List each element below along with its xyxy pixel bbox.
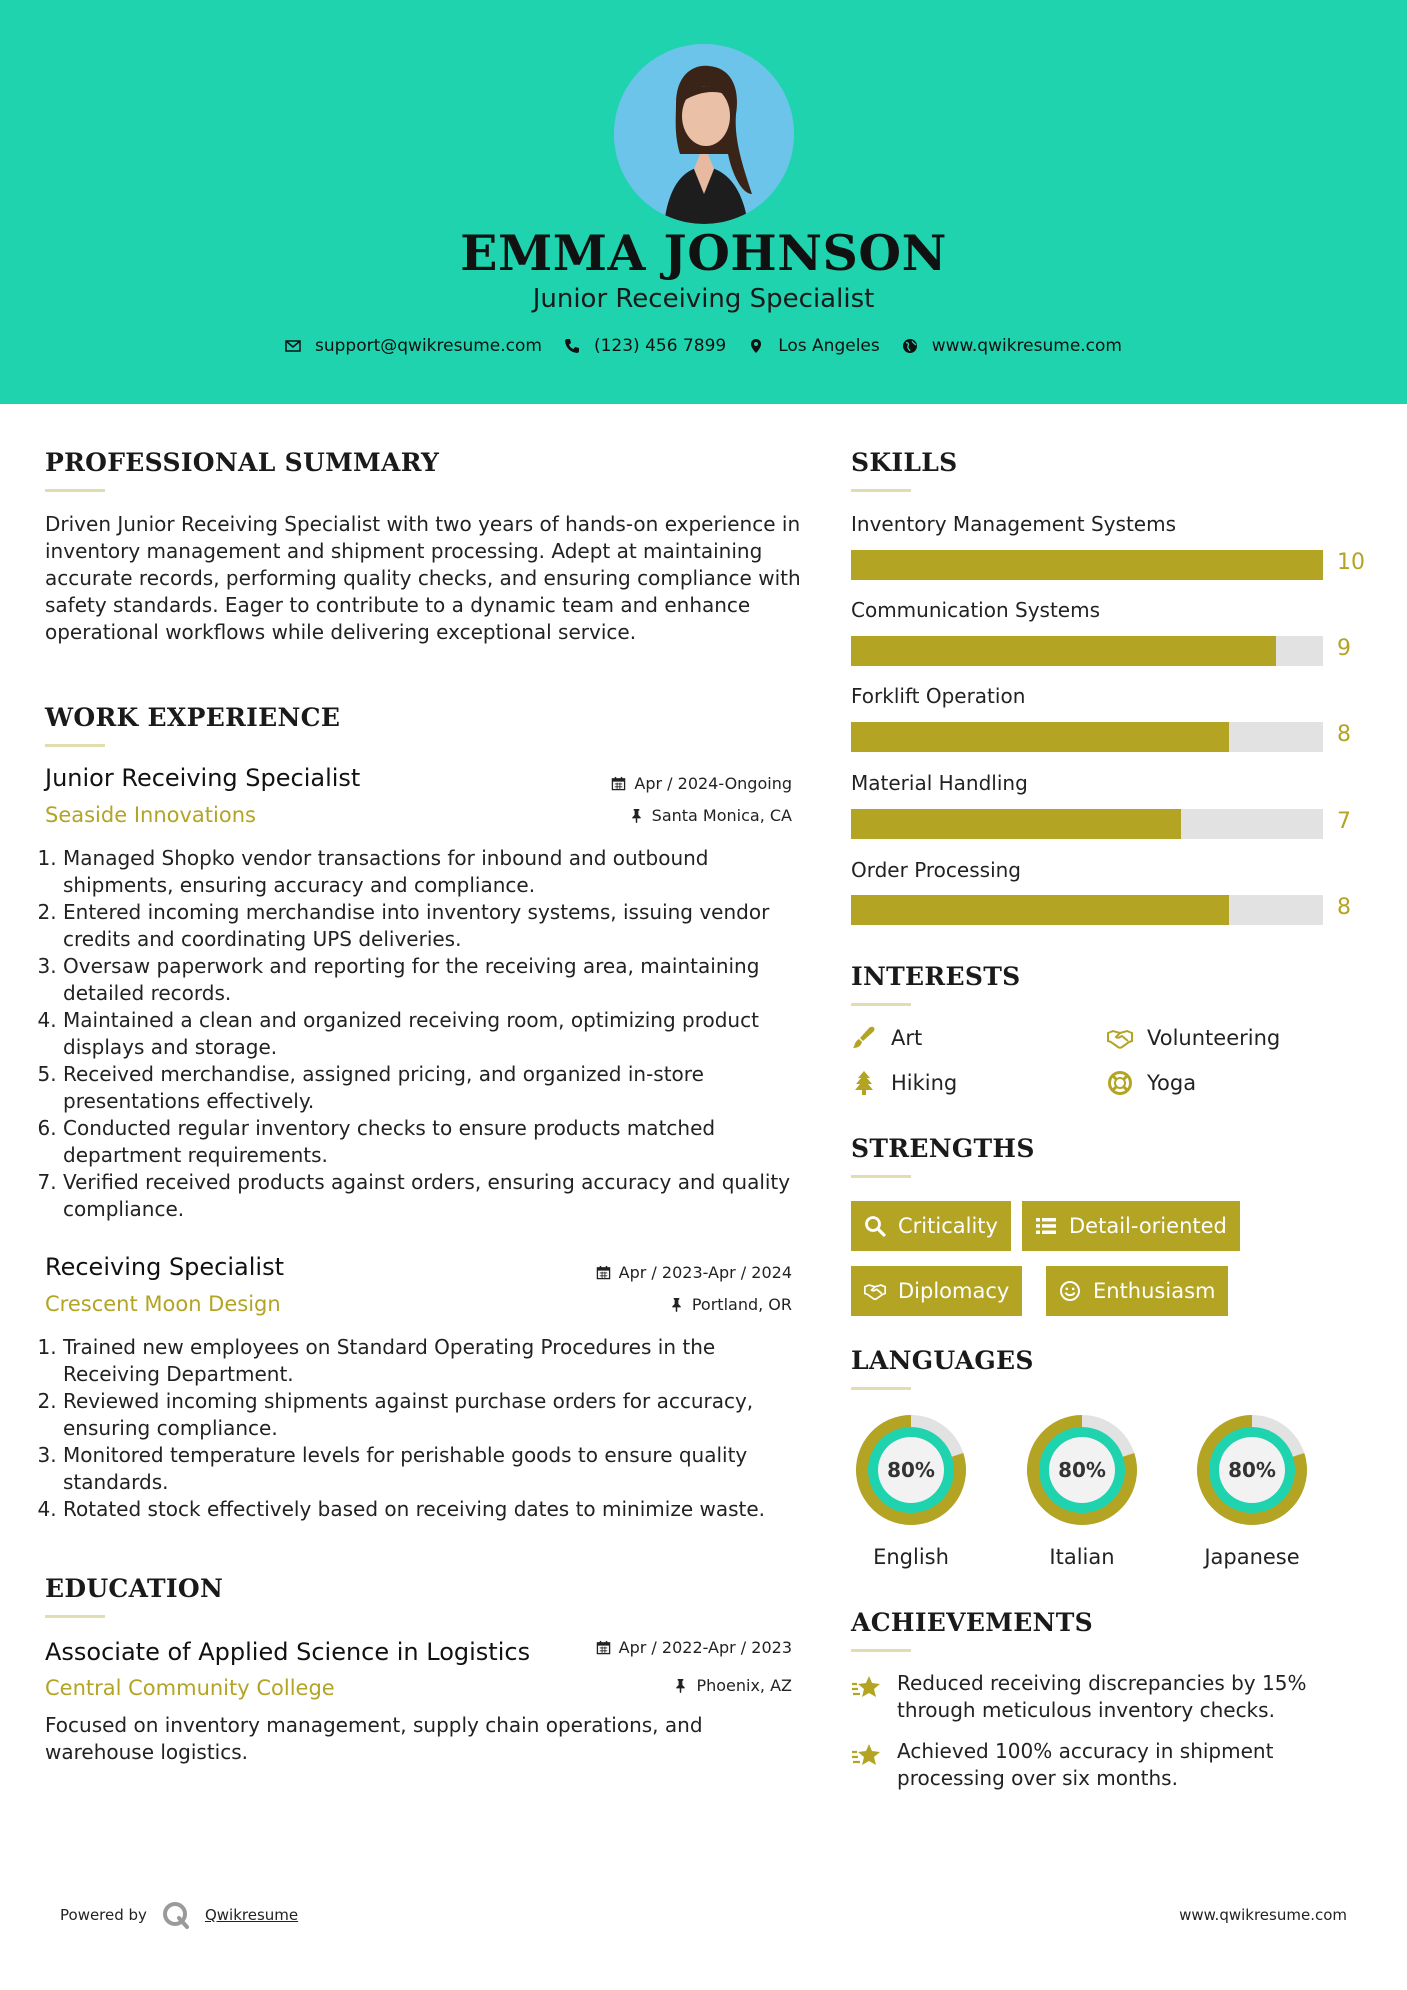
skills-divider bbox=[851, 489, 911, 492]
job-title: Junior Receiving Specialist bbox=[45, 764, 361, 792]
education-text: Focused on inventory management, supply chain operations, and warehouse logistics. bbox=[45, 1713, 703, 1764]
job-location: Santa Monica, CA bbox=[500, 806, 792, 825]
strength-badge: Enthusiasm bbox=[1046, 1266, 1228, 1316]
language-percent: 80% bbox=[1228, 1458, 1276, 1482]
language-name: Italian bbox=[1049, 1545, 1115, 1569]
list-item: 6. Conducted regular inventory checks to ensure products matched department requirements. bbox=[63, 1115, 805, 1169]
handshake-icon bbox=[1107, 1025, 1133, 1051]
education-location: Phoenix, AZ bbox=[500, 1676, 792, 1695]
envelope-icon bbox=[285, 338, 301, 354]
contact-email[interactable]: support@qwikresume.com bbox=[285, 336, 542, 356]
contact-phone[interactable]: (123) 456 7899 bbox=[564, 336, 726, 356]
pushpin-icon bbox=[669, 1297, 684, 1312]
star-award-icon bbox=[851, 1740, 883, 1772]
summary-heading: PROFESSIONAL SUMMARY bbox=[45, 448, 440, 477]
languages-heading: LANGUAGES bbox=[851, 1346, 1034, 1375]
strength-badge: Diplomacy bbox=[851, 1266, 1022, 1316]
list-item: 3. Monitored temperature levels for perishable goods to ensure quality standards. bbox=[63, 1442, 805, 1496]
skill-bar-fill bbox=[851, 809, 1181, 839]
skill-value: 7 bbox=[1337, 809, 1351, 834]
list-item: 7. Verified received products against orders, ensuring accuracy and quality compliance. bbox=[63, 1169, 805, 1223]
interests-divider bbox=[851, 1003, 911, 1006]
brand-link[interactable]: Qwikresume bbox=[204, 1906, 299, 1924]
skill-bar-fill bbox=[851, 636, 1276, 666]
list-item: 1. Managed Shopko vendor transactions for inbound and outbound shipments, ensuring accuracy and compliance. bbox=[63, 845, 805, 899]
pushpin-icon bbox=[629, 808, 644, 823]
interest-item: Hiking bbox=[851, 1070, 957, 1096]
skill-name: Material Handling bbox=[851, 771, 1028, 795]
brush-icon bbox=[851, 1025, 877, 1051]
strength-badge: Detail-oriented bbox=[1022, 1201, 1240, 1251]
skill-bar-fill bbox=[851, 722, 1229, 752]
list-item: 5. Received merchandise, assigned pricing, and organized in-store presentations effectively. bbox=[63, 1061, 805, 1115]
calendar-icon bbox=[596, 1265, 611, 1280]
achievement-item: Reduced receiving discrepancies by 15% through meticulous inventory checks. bbox=[851, 1670, 1331, 1724]
footer-branding bbox=[60, 1900, 298, 1930]
skill-bar bbox=[851, 895, 1323, 925]
job-title: Receiving Specialist bbox=[45, 1253, 284, 1281]
lifering-icon bbox=[1107, 1070, 1133, 1096]
job-company: Crescent Moon Design bbox=[45, 1292, 281, 1316]
list-item: 3. Oversaw paperwork and reporting for the receiving area, maintaining detailed records. bbox=[63, 953, 805, 1007]
job-bullets bbox=[45, 845, 805, 1223]
contact-website[interactable]: www.qwikresume.com bbox=[902, 336, 1122, 356]
achievements-heading: ACHIEVEMENTS bbox=[851, 1608, 1093, 1637]
skill-bar-fill bbox=[851, 895, 1229, 925]
phone-icon bbox=[564, 338, 580, 354]
education-heading: EDUCATION bbox=[45, 1574, 224, 1603]
interest-item: Art bbox=[851, 1025, 922, 1051]
school-name: Central Community College bbox=[45, 1676, 335, 1700]
education-date: Apr / 2022-Apr / 2023 bbox=[500, 1638, 792, 1657]
experience-divider bbox=[45, 744, 105, 747]
interests-heading: INTERESTS bbox=[851, 962, 1021, 991]
map-pin-icon bbox=[748, 338, 764, 354]
star-award-icon bbox=[851, 1672, 883, 1704]
tree-icon bbox=[851, 1070, 877, 1096]
calendar-icon bbox=[596, 1640, 611, 1655]
achievements-divider bbox=[851, 1649, 911, 1652]
skill-name: Inventory Management Systems bbox=[851, 512, 1176, 536]
list-item: 1. Trained new employees on Standard Operating Procedures in the Receiving Department. bbox=[63, 1334, 805, 1388]
skills-heading: SKILLS bbox=[851, 448, 958, 477]
language-percent: 80% bbox=[1058, 1458, 1106, 1482]
skill-value: 10 bbox=[1337, 550, 1365, 575]
strengths-divider bbox=[851, 1175, 911, 1178]
summary-text: Driven Junior Receiving Specialist with two years of hands-on experience in inventory management and shipment processing. Adept at maintaining accurate records, performing quality checks, and ensuring compliance with safety standards. Eager to contribute to a dynamic team and enhance operational workflows while delivering exceptional service. bbox=[45, 512, 801, 644]
summary-divider bbox=[45, 489, 105, 492]
list-icon bbox=[1035, 1215, 1057, 1237]
job-bullets bbox=[45, 1334, 805, 1523]
strengths-heading: STRENGTHS bbox=[851, 1134, 1035, 1163]
language-name: English bbox=[873, 1545, 949, 1569]
list-item: 2. Entered incoming merchandise into inventory systems, issuing vendor credits and coordinating UPS deliveries. bbox=[63, 899, 805, 953]
achievement-item: Achieved 100% accuracy in shipment processing over six months. bbox=[851, 1738, 1331, 1792]
skill-bar bbox=[851, 636, 1323, 666]
skill-bar-fill bbox=[851, 550, 1323, 580]
language-ring bbox=[850, 1409, 972, 1531]
interest-item: Volunteering bbox=[1107, 1025, 1280, 1051]
language-ring bbox=[1021, 1409, 1143, 1531]
interest-item: Yoga bbox=[1107, 1070, 1196, 1096]
contact-bar bbox=[0, 336, 1407, 356]
calendar-icon bbox=[611, 776, 626, 791]
skill-value: 8 bbox=[1337, 722, 1351, 747]
skill-bar bbox=[851, 809, 1323, 839]
degree-title: Associate of Applied Science in Logistics bbox=[45, 1638, 531, 1666]
skill-name: Forklift Operation bbox=[851, 684, 1026, 708]
languages-divider bbox=[851, 1387, 911, 1390]
job-location: Portland, OR bbox=[500, 1295, 792, 1314]
experience-heading: WORK EXPERIENCE bbox=[45, 703, 341, 732]
resume-header bbox=[0, 0, 1407, 404]
powered-by-label: Powered by bbox=[60, 1906, 147, 1924]
candidate-title: Junior Receiving Specialist bbox=[532, 284, 875, 314]
skill-value: 9 bbox=[1337, 636, 1351, 661]
list-item: 4. Maintained a clean and organized receiving room, optimizing product displays and storage. bbox=[63, 1007, 805, 1061]
contact-location: Los Angeles bbox=[748, 336, 880, 356]
smile-icon bbox=[1059, 1280, 1081, 1302]
profile-photo bbox=[614, 44, 794, 224]
skill-name: Communication Systems bbox=[851, 598, 1100, 622]
skill-name: Order Processing bbox=[851, 858, 1021, 882]
strength-badge: Criticality bbox=[851, 1201, 1011, 1251]
language-name: Japanese bbox=[1204, 1545, 1300, 1569]
skill-bar bbox=[851, 722, 1323, 752]
skill-bar bbox=[851, 550, 1323, 580]
job-date: Apr / 2023-Apr / 2024 bbox=[500, 1263, 792, 1282]
globe-icon bbox=[902, 338, 918, 354]
language-percent: 80% bbox=[887, 1458, 935, 1482]
pushpin-icon bbox=[673, 1678, 688, 1693]
skill-value: 8 bbox=[1337, 895, 1351, 920]
footer-website[interactable]: www.qwikresume.com bbox=[1179, 1906, 1347, 1924]
search-icon bbox=[864, 1215, 886, 1237]
job-company: Seaside Innovations bbox=[45, 803, 256, 827]
candidate-name: EMMA JOHNSON bbox=[460, 224, 947, 282]
list-item: 2. Reviewed incoming shipments against purchase orders for accuracy, ensuring compliance. bbox=[63, 1388, 805, 1442]
education-divider bbox=[45, 1615, 105, 1618]
qwikresume-logo-icon bbox=[161, 1900, 191, 1930]
job-date: Apr / 2024-Ongoing bbox=[500, 774, 792, 793]
handshake-icon bbox=[864, 1280, 886, 1302]
list-item: 4. Rotated stock effectively based on receiving dates to minimize waste. bbox=[63, 1496, 805, 1523]
language-ring bbox=[1191, 1409, 1313, 1531]
